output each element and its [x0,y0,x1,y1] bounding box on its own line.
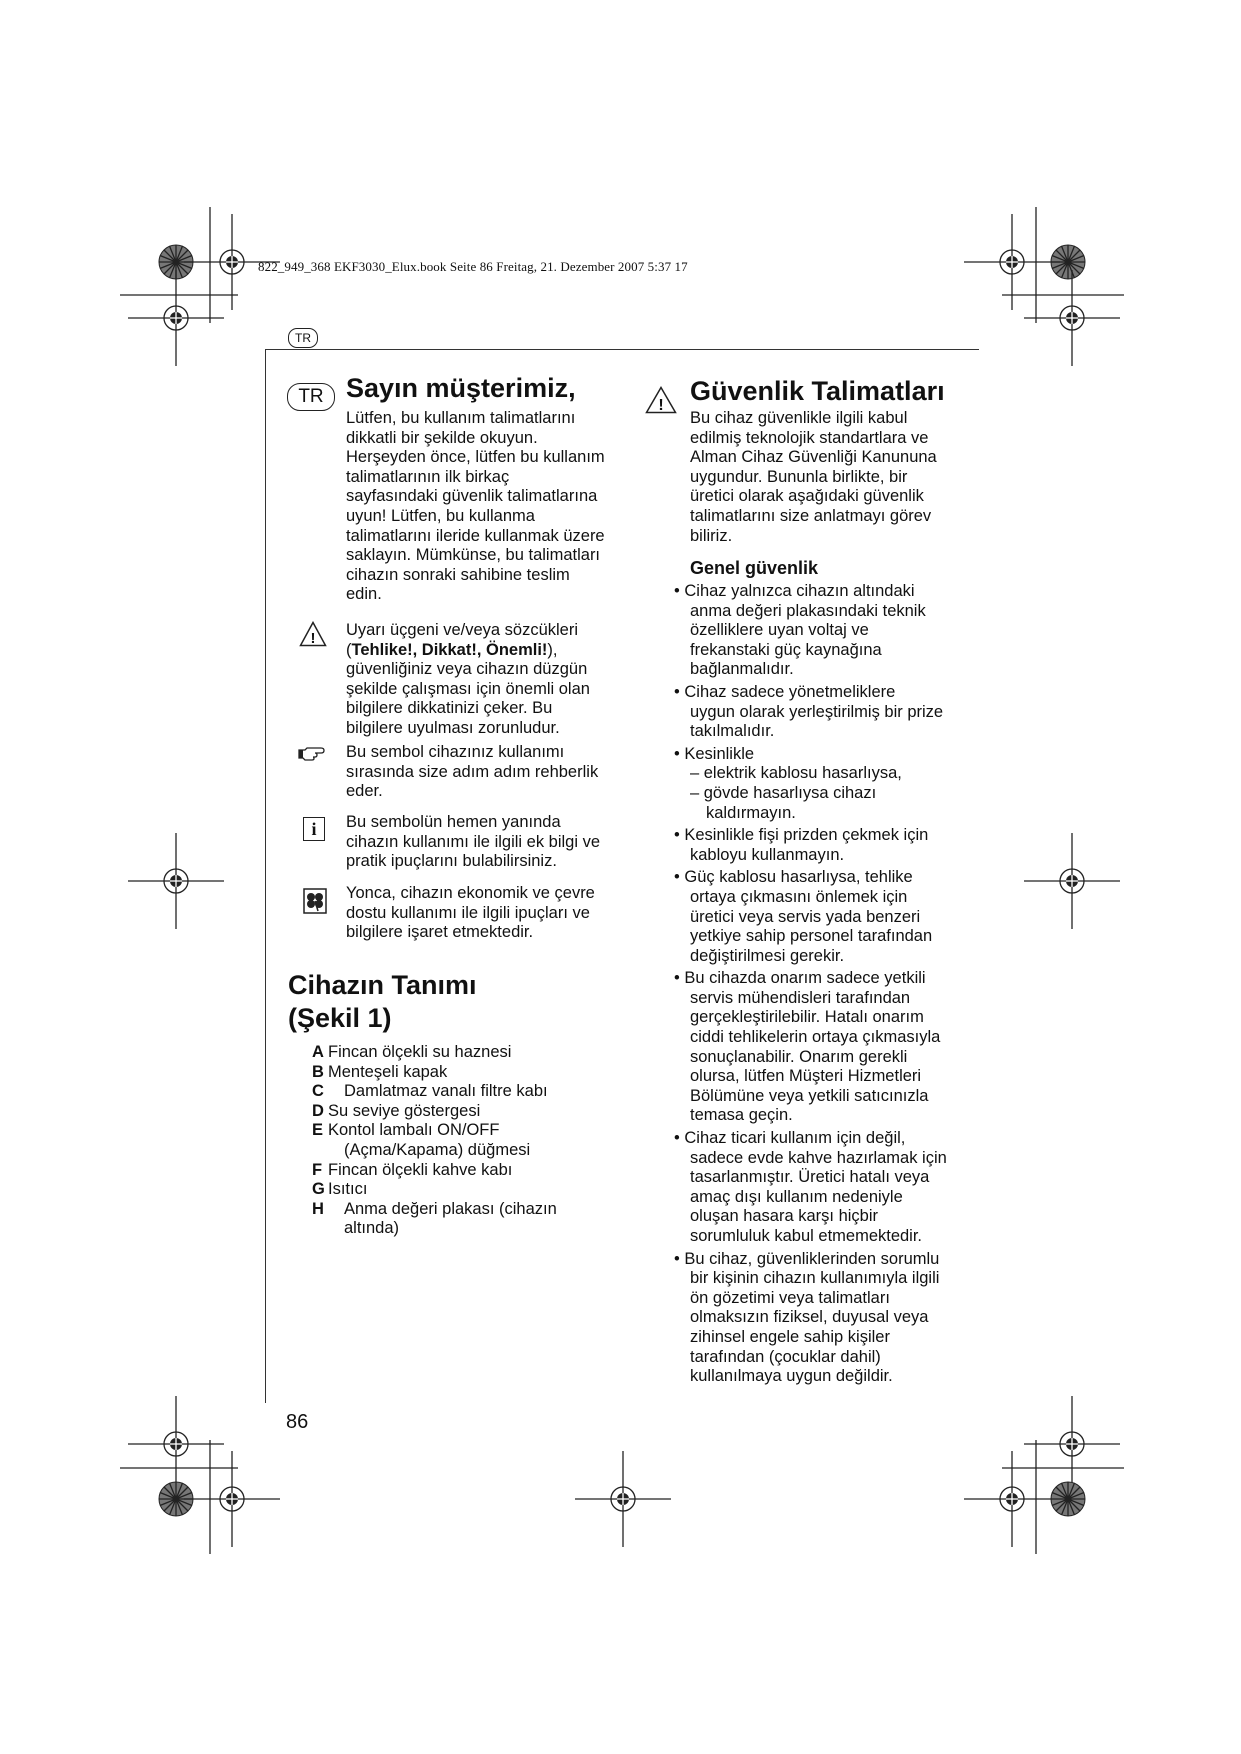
device-description-title [288,969,477,1035]
warning-note-line: şekilde çalışması için önemli olan [346,679,590,698]
safety-bullet-item: • Cihaz yalnızca cihazın altındaki anma değeri plakasındaki teknik özelliklere uyan voltaj ve frekanstaki güç kaynağına bağlanmalıdır. [674,582,926,679]
info-note [346,813,600,872]
intro-line: dikkatli bir şekilde okuyun. [346,428,538,447]
greeting-title: Sayın müşterimiz, [346,373,576,403]
safety-bullet-list [674,582,974,1387]
intro-line: sayfasındaki güvenlik talimatlarına [346,487,598,506]
clover-note-line: Yonca, cihazın ekonomik ve çevre [346,884,595,902]
parts-list-item: F Fincan ölçekli kahve kabı [312,1160,513,1179]
parts-list [312,1043,557,1239]
intro-line: uyun! Lütfen, bu kullanma [346,506,535,525]
intro-line: cihazın sonraki sahibine teslim [346,565,570,584]
info-note-line: Bu sembolün hemen yanında [346,813,561,831]
safety-sub-item: – gövde hasarlıysa cihazı kaldırmayın. [690,783,877,822]
page-number: 86 [286,1411,309,1433]
device-description-title-line: Cihazın Tanımı [288,970,477,1000]
warning-note-line: güvenliğiniz veya cihazın düzgün [346,660,588,679]
clover-note-line: bilgilere işaret etmektedir. [346,923,534,942]
hand-note-line: Bu sembol cihazınız kullanımı [346,743,565,761]
intro-line: talimatlarını ileride kullanmak üzere [346,526,605,545]
clover-note-line: dostu kullanımı ile ilgili ipuçları ve [346,903,590,922]
intro-line: Lütfen, bu kullanım talimatlarını [346,409,576,427]
safety-instructions-title: Güvenlik Talimatları [690,376,945,406]
svg-text:!: ! [658,397,664,414]
left-rule [265,349,266,1403]
safety-intro-line: biliriz. [690,526,733,545]
file-header-line: 822_949_368 EKF3030_Elux.book Seite 86 Freitag, 21. Dezember 2007 5:37 17 [258,259,688,274]
hand-note-line: sırasında size adım adım rehberlik [346,762,599,781]
safety-bullet-item: • Cihaz ticari kullanım için değil, sadece evde kahve hazırlamak için tasarlanmıştır. Üretici hatalı veya amaç dışı kullanım nedeniyle oluşan hasara karşı hiçbir sorumluluk kabul etmemektedir. [674,1129,947,1245]
parts-list-item: (Açma/Kapama) düğmesi [344,1140,531,1159]
warning-note-line: bilgilere uyulması zorunludur. [346,718,560,737]
warning-note-keywords-line [346,641,590,661]
intro-line: saklayın. Mümkünse, bu talimatları [346,546,601,565]
warning-keywords: Tehlike!, Dikkat!, Önemli! [351,640,548,659]
parts-list-item: G Isıtıcı [312,1180,368,1199]
info-icon: i [303,817,325,841]
warning-note [346,621,590,739]
language-badge-small: TR [288,328,318,348]
safety-sub-item: – elektrik kablosu hasarlıysa, [690,764,902,783]
warning-note-line: bilgilere dikkatinizi çeker. Bu [346,699,553,718]
pointing-hand-icon [297,744,327,762]
safety-intro-line: uygundur. Bununla birlikte, bir [690,467,908,486]
safety-intro-line: talimatlarını size anlatmayı görev [690,506,932,525]
parts-list-item: altında) [344,1219,400,1238]
parts-list-item: C Damlatmaz vanalı filtre kabı [312,1082,548,1101]
safety-bullet-item: • Güç kablosu hasarlıysa, tehlike ortaya çıkmasını önlemek için üretici veya servis yada benzeri yetkiye sahip personel tarafından değiştirilmesi gerekir. [674,868,933,965]
warning-triangle-icon [299,621,327,647]
safety-bullet-item: • Bu cihazda onarım sadece yetkili servis mühendisleri tarafından gerçekleştirilebilir. Hatalı onarım ciddi tehlikelerin ortaya çıkmasıyla sonuçlanabilir. Onarım gerekli olursa, lütfen Müşteri Hizmetleri Bölümüne veya yetkili satıcınızla temasa geçin. [674,969,941,1125]
parts-list-item: E Kontol lambalı ON/OFF [312,1121,500,1140]
parts-list-item: B Menteşeli kapak [312,1062,448,1081]
safety-bullet-item: • Kesinlikle fişi prizden çekmek için kabloyu kullanmayın. [674,826,929,864]
parts-list-item: A Fincan ölçekli su haznesi [312,1043,512,1061]
intro-line: edin. [346,585,382,604]
warning-note-line: Uyarı üçgeni ve/veya sözcükleri [346,621,579,639]
clover-icon [303,888,327,914]
clover-note [346,884,595,943]
safety-bullet-item: • Cihaz sadece yönetmeliklere uygun olarak yerleştirilmiş bir prize takılmalıdır. [674,682,944,741]
parts-list-item: D Su seviye göstergesi [312,1101,481,1120]
parts-list-item: H Anma değeri plakası (cihazın [312,1199,557,1218]
safety-warning-triangle-icon [645,386,677,414]
safety-intro-line: üretici olarak aşağıdaki güvenlik [690,487,924,506]
safety-intro-paragraph [690,409,937,546]
safety-intro-line: Bu cihaz güvenlikle ilgili kabul [690,409,908,427]
top-rule [265,349,979,350]
intro-line: talimatlarının ilk birkaç [346,467,510,486]
hand-note-line: eder. [346,782,383,801]
language-badge: TR [287,383,335,411]
paren-close: ), [547,640,558,659]
safety-intro-line: Alman Cihaz Güvenliği Kanununa [690,448,937,467]
device-description-subtitle: (Şekil 1) [288,1003,392,1033]
safety-intro-line: edilmiş teknolojik standartlara ve [690,428,929,447]
info-note-line: pratik ipuçlarını bulabilirsiniz. [346,852,557,871]
paren-open: ( [346,640,352,659]
general-safety-heading: Genel güvenlik [690,558,819,578]
intro-paragraph [346,409,605,605]
safety-bullet-item: • Bu cihaz, güvenliklerinden sorumlu bir kişinin cihazın kullanımıyla ilgili ön gözetimi veya talimatları olmaksızın fiziksel, duyusal veya zihinsel engele sahip kişiler tarafından (çocuklar dahil) kullanılmaya uygun değildir. [674,1249,940,1386]
intro-line: Herşeyden önce, lütfen bu kullanım [346,448,605,467]
safety-bullet-item: • Kesinlikle [674,744,755,763]
info-note-line: cihazın kullanımı ile ilgili ek bilgi ve [346,832,601,851]
hand-note [346,743,598,802]
svg-text:!: ! [310,630,316,647]
